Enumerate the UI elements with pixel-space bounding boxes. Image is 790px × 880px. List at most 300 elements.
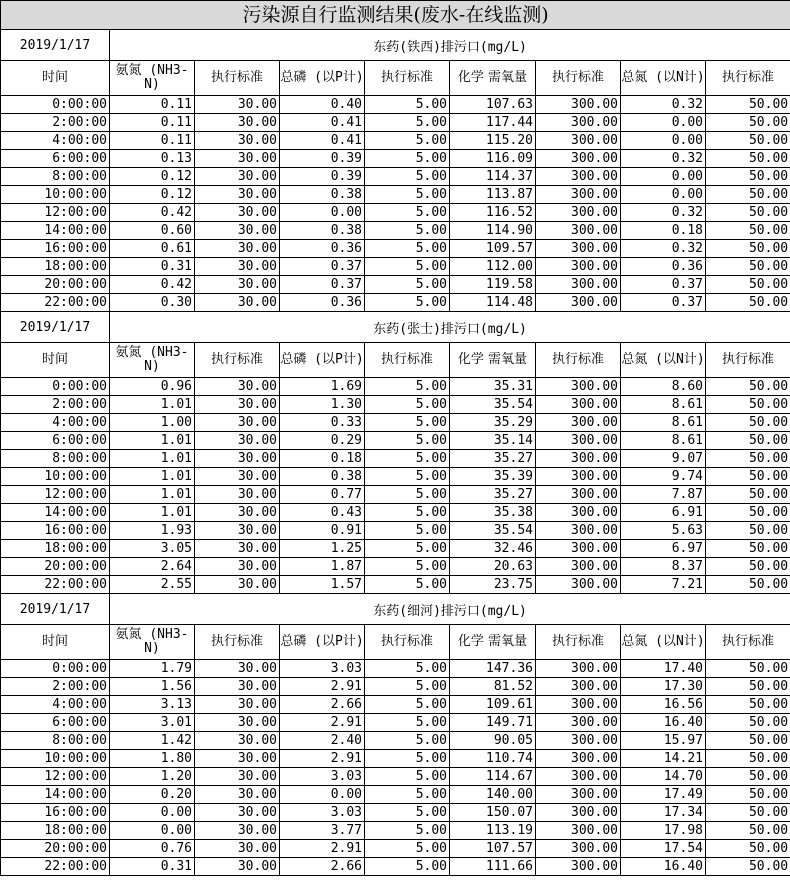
standard-cod-cell: 300.00: [536, 822, 621, 840]
table-row: [1, 540, 790, 558]
total-phosphorus-cell: 0.43: [280, 504, 365, 522]
table-row: [1, 96, 790, 114]
time-cell: 14:00:00: [1, 504, 110, 522]
cod-cell: 116.52: [450, 204, 536, 222]
total-phosphorus-cell: 2.91: [280, 750, 365, 768]
standard-ammonia-cell: 30.00: [195, 714, 280, 732]
table-row: [1, 132, 790, 150]
total-nitrogen-cell: 7.21: [621, 576, 706, 594]
ammonia-nitrogen-cell: 1.93: [110, 522, 195, 540]
standard-ammonia-cell: 30.00: [195, 558, 280, 576]
standard-ammonia-cell: 30.00: [195, 786, 280, 804]
time-cell: 20:00:00: [1, 276, 110, 294]
sheet-title: 污染源自行监测结果(废水-在线监测): [1, 1, 790, 30]
cod-cell: 35.31: [450, 378, 536, 396]
total-nitrogen-cell: 0.32: [621, 204, 706, 222]
standard-ammonia-cell: 30.00: [195, 294, 280, 312]
total-nitrogen-cell: 7.87: [621, 486, 706, 504]
standard-phosphorus-cell: 5.00: [365, 660, 450, 678]
standard-phosphorus-cell: 5.00: [365, 168, 450, 186]
total-nitrogen-cell: 6.91: [621, 504, 706, 522]
table-row: [1, 768, 790, 786]
time-cell: 0:00:00: [1, 660, 110, 678]
ammonia-nitrogen-cell: 0.96: [110, 378, 195, 396]
header-ammonia-nitrogen: 氨氮 (NH3-N): [110, 61, 195, 96]
total-phosphorus-cell: 0.38: [280, 468, 365, 486]
standard-cod-cell: 300.00: [536, 486, 621, 504]
cod-cell: 140.00: [450, 786, 536, 804]
table-row: [1, 504, 790, 522]
standard-phosphorus-cell: 5.00: [365, 504, 450, 522]
header-time: 时间: [1, 343, 110, 378]
header-cod: 化学 需氧量: [450, 61, 536, 96]
standard-ammonia-cell: 30.00: [195, 168, 280, 186]
time-cell: 18:00:00: [1, 822, 110, 840]
time-cell: 22:00:00: [1, 294, 110, 312]
ammonia-nitrogen-cell: 0.00: [110, 804, 195, 822]
standard-ammonia-cell: 30.00: [195, 222, 280, 240]
cod-cell: 35.54: [450, 522, 536, 540]
total-nitrogen-cell: 0.18: [621, 222, 706, 240]
standard-cod-cell: 300.00: [536, 378, 621, 396]
total-nitrogen-cell: 17.34: [621, 804, 706, 822]
standard-nitrogen-cell: 50.00: [706, 786, 790, 804]
table-row: [1, 468, 790, 486]
standard-phosphorus-cell: 5.00: [365, 768, 450, 786]
standard-nitrogen-cell: 50.00: [706, 504, 790, 522]
total-phosphorus-cell: 0.36: [280, 240, 365, 258]
time-cell: 12:00:00: [1, 486, 110, 504]
standard-nitrogen-cell: 50.00: [706, 522, 790, 540]
header-standard-nitrogen: 执行标准: [706, 625, 790, 660]
standard-nitrogen-cell: 50.00: [706, 432, 790, 450]
total-phosphorus-cell: 2.66: [280, 696, 365, 714]
table-row: [1, 822, 790, 840]
header-standard-ammonia: 执行标准: [195, 61, 280, 96]
standard-nitrogen-cell: 50.00: [706, 258, 790, 276]
standard-cod-cell: 300.00: [536, 468, 621, 486]
standard-ammonia-cell: 30.00: [195, 432, 280, 450]
total-phosphorus-cell: 1.25: [280, 540, 365, 558]
header-standard-nitrogen: 执行标准: [706, 61, 790, 96]
standard-ammonia-cell: 30.00: [195, 414, 280, 432]
time-cell: 8:00:00: [1, 168, 110, 186]
time-cell: 12:00:00: [1, 204, 110, 222]
header-time: 时间: [1, 61, 110, 96]
ammonia-nitrogen-cell: 1.01: [110, 396, 195, 414]
ammonia-nitrogen-cell: 0.31: [110, 258, 195, 276]
total-phosphorus-cell: 0.40: [280, 96, 365, 114]
cod-cell: 112.00: [450, 258, 536, 276]
standard-phosphorus-cell: 5.00: [365, 558, 450, 576]
total-nitrogen-cell: 15.97: [621, 732, 706, 750]
time-cell: 16:00:00: [1, 804, 110, 822]
cod-cell: 119.58: [450, 276, 536, 294]
total-nitrogen-cell: 0.37: [621, 294, 706, 312]
cod-cell: 109.57: [450, 240, 536, 258]
cod-cell: 20.63: [450, 558, 536, 576]
standard-cod-cell: 300.00: [536, 804, 621, 822]
section-header-row: [1, 594, 790, 625]
total-phosphorus-cell: 1.57: [280, 576, 365, 594]
header-standard-cod: 执行标准: [536, 343, 621, 378]
section-date: 2019/1/17: [1, 594, 110, 625]
standard-ammonia-cell: 30.00: [195, 678, 280, 696]
total-phosphorus-cell: 3.77: [280, 822, 365, 840]
total-phosphorus-cell: 2.40: [280, 732, 365, 750]
total-phosphorus-cell: 0.41: [280, 132, 365, 150]
total-nitrogen-cell: 5.63: [621, 522, 706, 540]
total-nitrogen-cell: 16.40: [621, 714, 706, 732]
ammonia-nitrogen-cell: 3.01: [110, 714, 195, 732]
standard-ammonia-cell: 30.00: [195, 114, 280, 132]
total-phosphorus-cell: 3.03: [280, 804, 365, 822]
standard-nitrogen-cell: 50.00: [706, 750, 790, 768]
table-row: [1, 486, 790, 504]
table-row: [1, 396, 790, 414]
standard-nitrogen-cell: 50.00: [706, 486, 790, 504]
table-row: [1, 576, 790, 594]
time-cell: 0:00:00: [1, 96, 110, 114]
total-nitrogen-cell: 17.98: [621, 822, 706, 840]
standard-cod-cell: 300.00: [536, 258, 621, 276]
ammonia-nitrogen-cell: 0.20: [110, 786, 195, 804]
cod-cell: 111.66: [450, 858, 536, 876]
outlet-name: 东药(张士)排污口(mg/L): [110, 312, 790, 343]
total-nitrogen-cell: 9.07: [621, 450, 706, 468]
standard-cod-cell: 300.00: [536, 396, 621, 414]
standard-ammonia-cell: 30.00: [195, 186, 280, 204]
total-phosphorus-cell: 0.37: [280, 258, 365, 276]
standard-cod-cell: 300.00: [536, 96, 621, 114]
cod-cell: 114.37: [450, 168, 536, 186]
total-phosphorus-cell: 2.91: [280, 678, 365, 696]
table-row: [1, 840, 790, 858]
standard-ammonia-cell: 30.00: [195, 660, 280, 678]
ammonia-nitrogen-cell: 0.30: [110, 294, 195, 312]
header-total-nitrogen: 总氮 (以N计): [621, 625, 706, 660]
standard-cod-cell: 300.00: [536, 540, 621, 558]
ammonia-nitrogen-cell: 1.20: [110, 768, 195, 786]
standard-cod-cell: 300.00: [536, 186, 621, 204]
standard-phosphorus-cell: 5.00: [365, 822, 450, 840]
time-cell: 20:00:00: [1, 558, 110, 576]
standard-cod-cell: 300.00: [536, 222, 621, 240]
standard-nitrogen-cell: 50.00: [706, 858, 790, 876]
standard-cod-cell: 300.00: [536, 276, 621, 294]
ammonia-nitrogen-cell: 1.80: [110, 750, 195, 768]
standard-phosphorus-cell: 5.00: [365, 576, 450, 594]
standard-nitrogen-cell: 50.00: [706, 222, 790, 240]
cod-cell: 35.27: [450, 486, 536, 504]
cod-cell: 113.19: [450, 822, 536, 840]
ammonia-nitrogen-cell: 2.64: [110, 558, 195, 576]
standard-cod-cell: 300.00: [536, 294, 621, 312]
table-row: [1, 150, 790, 168]
total-phosphorus-cell: 0.38: [280, 222, 365, 240]
standard-phosphorus-cell: 5.00: [365, 96, 450, 114]
total-phosphorus-cell: 3.03: [280, 660, 365, 678]
standard-phosphorus-cell: 5.00: [365, 804, 450, 822]
ammonia-nitrogen-cell: 0.12: [110, 186, 195, 204]
total-phosphorus-cell: 0.77: [280, 486, 365, 504]
section-date: 2019/1/17: [1, 312, 110, 343]
time-cell: 12:00:00: [1, 768, 110, 786]
standard-nitrogen-cell: 50.00: [706, 240, 790, 258]
ammonia-nitrogen-cell: 0.76: [110, 840, 195, 858]
total-nitrogen-cell: 0.32: [621, 240, 706, 258]
standard-phosphorus-cell: 5.00: [365, 276, 450, 294]
standard-phosphorus-cell: 5.00: [365, 750, 450, 768]
header-standard-ammonia: 执行标准: [195, 625, 280, 660]
cod-cell: 35.27: [450, 450, 536, 468]
standard-cod-cell: 300.00: [536, 750, 621, 768]
standard-ammonia-cell: 30.00: [195, 540, 280, 558]
total-nitrogen-cell: 17.54: [621, 840, 706, 858]
standard-nitrogen-cell: 50.00: [706, 168, 790, 186]
standard-phosphorus-cell: 5.00: [365, 678, 450, 696]
standard-ammonia-cell: 30.00: [195, 150, 280, 168]
table-row: [1, 450, 790, 468]
time-cell: 16:00:00: [1, 522, 110, 540]
standard-nitrogen-cell: 50.00: [706, 540, 790, 558]
cod-cell: 113.87: [450, 186, 536, 204]
time-cell: 20:00:00: [1, 840, 110, 858]
standard-phosphorus-cell: 5.00: [365, 258, 450, 276]
standard-phosphorus-cell: 5.00: [365, 840, 450, 858]
ammonia-nitrogen-cell: 0.11: [110, 96, 195, 114]
time-cell: 14:00:00: [1, 222, 110, 240]
standard-ammonia-cell: 30.00: [195, 378, 280, 396]
section-header-row: [1, 312, 790, 343]
total-phosphorus-cell: 0.18: [280, 450, 365, 468]
ammonia-nitrogen-cell: 1.56: [110, 678, 195, 696]
standard-nitrogen-cell: 50.00: [706, 132, 790, 150]
time-cell: 14:00:00: [1, 786, 110, 804]
column-header-row: [1, 343, 790, 378]
ammonia-nitrogen-cell: 0.11: [110, 114, 195, 132]
total-phosphorus-cell: 2.91: [280, 714, 365, 732]
table-row: [1, 276, 790, 294]
standard-nitrogen-cell: 50.00: [706, 714, 790, 732]
standard-ammonia-cell: 30.00: [195, 132, 280, 150]
ammonia-nitrogen-cell: 1.01: [110, 432, 195, 450]
time-cell: 8:00:00: [1, 450, 110, 468]
section-date: 2019/1/17: [1, 30, 110, 61]
standard-ammonia-cell: 30.00: [195, 258, 280, 276]
standard-cod-cell: 300.00: [536, 132, 621, 150]
table-row: [1, 204, 790, 222]
time-cell: 4:00:00: [1, 132, 110, 150]
standard-cod-cell: 300.00: [536, 414, 621, 432]
time-cell: 2:00:00: [1, 678, 110, 696]
ammonia-nitrogen-cell: 1.00: [110, 414, 195, 432]
column-header-row: [1, 61, 790, 96]
standard-nitrogen-cell: 50.00: [706, 768, 790, 786]
cod-cell: 115.20: [450, 132, 536, 150]
standard-nitrogen-cell: 50.00: [706, 822, 790, 840]
total-phosphorus-cell: 0.39: [280, 150, 365, 168]
time-cell: 18:00:00: [1, 258, 110, 276]
standard-ammonia-cell: 30.00: [195, 504, 280, 522]
cod-cell: 35.29: [450, 414, 536, 432]
total-nitrogen-cell: 0.37: [621, 276, 706, 294]
table-row: [1, 732, 790, 750]
standard-ammonia-cell: 30.00: [195, 750, 280, 768]
ammonia-nitrogen-cell: 0.11: [110, 132, 195, 150]
standard-phosphorus-cell: 5.00: [365, 732, 450, 750]
table-row: [1, 804, 790, 822]
standard-phosphorus-cell: 5.00: [365, 294, 450, 312]
total-phosphorus-cell: 0.91: [280, 522, 365, 540]
column-header-row: [1, 625, 790, 660]
total-nitrogen-cell: 0.32: [621, 150, 706, 168]
standard-phosphorus-cell: 5.00: [365, 240, 450, 258]
ammonia-nitrogen-cell: 1.01: [110, 468, 195, 486]
total-phosphorus-cell: 0.00: [280, 786, 365, 804]
header-total-phosphorus: 总磷 (以P计): [280, 343, 365, 378]
standard-ammonia-cell: 30.00: [195, 576, 280, 594]
total-nitrogen-cell: 0.00: [621, 186, 706, 204]
time-cell: 0:00:00: [1, 378, 110, 396]
standard-ammonia-cell: 30.00: [195, 840, 280, 858]
table-row: [1, 696, 790, 714]
table-row: [1, 858, 790, 876]
table-row: [1, 186, 790, 204]
standard-nitrogen-cell: 50.00: [706, 96, 790, 114]
header-standard-nitrogen: 执行标准: [706, 343, 790, 378]
standard-nitrogen-cell: 50.00: [706, 276, 790, 294]
standard-ammonia-cell: 30.00: [195, 732, 280, 750]
standard-ammonia-cell: 30.00: [195, 522, 280, 540]
standard-nitrogen-cell: 50.00: [706, 840, 790, 858]
header-standard-cod: 执行标准: [536, 61, 621, 96]
header-total-phosphorus: 总磷 (以P计): [280, 61, 365, 96]
standard-nitrogen-cell: 50.00: [706, 468, 790, 486]
standard-cod-cell: 300.00: [536, 660, 621, 678]
total-phosphorus-cell: 1.69: [280, 378, 365, 396]
time-cell: 8:00:00: [1, 732, 110, 750]
header-standard-ammonia: 执行标准: [195, 343, 280, 378]
standard-nitrogen-cell: 50.00: [706, 186, 790, 204]
cod-cell: 149.71: [450, 714, 536, 732]
standard-nitrogen-cell: 50.00: [706, 294, 790, 312]
ammonia-nitrogen-cell: 1.79: [110, 660, 195, 678]
standard-phosphorus-cell: 5.00: [365, 486, 450, 504]
time-cell: 10:00:00: [1, 468, 110, 486]
outlet-name: 东药(细河)排污口(mg/L): [110, 594, 790, 625]
standard-cod-cell: 300.00: [536, 678, 621, 696]
total-phosphorus-cell: 0.36: [280, 294, 365, 312]
header-cod: 化学 需氧量: [450, 343, 536, 378]
cod-cell: 35.38: [450, 504, 536, 522]
standard-nitrogen-cell: 50.00: [706, 558, 790, 576]
table-row: [1, 432, 790, 450]
total-phosphorus-cell: 1.87: [280, 558, 365, 576]
cod-cell: 114.90: [450, 222, 536, 240]
standard-cod-cell: 300.00: [536, 504, 621, 522]
table-row: [1, 222, 790, 240]
table-row: [1, 750, 790, 768]
ammonia-nitrogen-cell: 0.00: [110, 822, 195, 840]
ammonia-nitrogen-cell: 0.31: [110, 858, 195, 876]
ammonia-nitrogen-cell: 1.01: [110, 486, 195, 504]
total-nitrogen-cell: 0.36: [621, 258, 706, 276]
standard-phosphorus-cell: 5.00: [365, 858, 450, 876]
header-standard-cod: 执行标准: [536, 625, 621, 660]
total-phosphorus-cell: 0.39: [280, 168, 365, 186]
standard-ammonia-cell: 30.00: [195, 804, 280, 822]
ammonia-nitrogen-cell: 0.60: [110, 222, 195, 240]
standard-cod-cell: 300.00: [536, 768, 621, 786]
total-nitrogen-cell: 0.00: [621, 114, 706, 132]
total-nitrogen-cell: 16.40: [621, 858, 706, 876]
section-header-row: [1, 30, 790, 61]
standard-ammonia-cell: 30.00: [195, 468, 280, 486]
total-nitrogen-cell: 17.49: [621, 786, 706, 804]
time-cell: 4:00:00: [1, 414, 110, 432]
total-phosphorus-cell: 0.29: [280, 432, 365, 450]
standard-cod-cell: 300.00: [536, 450, 621, 468]
standard-ammonia-cell: 30.00: [195, 696, 280, 714]
total-phosphorus-cell: 3.03: [280, 768, 365, 786]
time-cell: 6:00:00: [1, 150, 110, 168]
header-total-nitrogen: 总氮 (以N计): [621, 61, 706, 96]
cod-cell: 81.52: [450, 678, 536, 696]
standard-cod-cell: 300.00: [536, 714, 621, 732]
table-row: [1, 678, 790, 696]
standard-nitrogen-cell: 50.00: [706, 150, 790, 168]
standard-nitrogen-cell: 50.00: [706, 660, 790, 678]
table-row: [1, 660, 790, 678]
time-cell: 2:00:00: [1, 396, 110, 414]
standard-ammonia-cell: 30.00: [195, 768, 280, 786]
total-phosphorus-cell: 2.66: [280, 858, 365, 876]
header-standard-phosphorus: 执行标准: [365, 625, 450, 660]
cod-cell: 116.09: [450, 150, 536, 168]
table-row: [1, 114, 790, 132]
standard-phosphorus-cell: 5.00: [365, 696, 450, 714]
total-nitrogen-cell: 8.60: [621, 378, 706, 396]
total-nitrogen-cell: 6.97: [621, 540, 706, 558]
standard-nitrogen-cell: 50.00: [706, 114, 790, 132]
standard-nitrogen-cell: 50.00: [706, 696, 790, 714]
total-nitrogen-cell: 8.37: [621, 558, 706, 576]
standard-phosphorus-cell: 5.00: [365, 378, 450, 396]
standard-cod-cell: 300.00: [536, 858, 621, 876]
standard-cod-cell: 300.00: [536, 114, 621, 132]
standard-cod-cell: 300.00: [536, 240, 621, 258]
cod-cell: 90.05: [450, 732, 536, 750]
total-nitrogen-cell: 9.74: [621, 468, 706, 486]
cod-cell: 107.57: [450, 840, 536, 858]
ammonia-nitrogen-cell: 1.42: [110, 732, 195, 750]
standard-cod-cell: 300.00: [536, 576, 621, 594]
standard-phosphorus-cell: 5.00: [365, 132, 450, 150]
total-phosphorus-cell: 0.33: [280, 414, 365, 432]
header-standard-phosphorus: 执行标准: [365, 343, 450, 378]
standard-phosphorus-cell: 5.00: [365, 150, 450, 168]
standard-nitrogen-cell: 50.00: [706, 414, 790, 432]
cod-cell: 150.07: [450, 804, 536, 822]
header-time: 时间: [1, 625, 110, 660]
standard-phosphorus-cell: 5.00: [365, 114, 450, 132]
header-total-nitrogen: 总氮 (以N计): [621, 343, 706, 378]
standard-cod-cell: 300.00: [536, 786, 621, 804]
standard-ammonia-cell: 30.00: [195, 822, 280, 840]
standard-ammonia-cell: 30.00: [195, 240, 280, 258]
standard-cod-cell: 300.00: [536, 840, 621, 858]
